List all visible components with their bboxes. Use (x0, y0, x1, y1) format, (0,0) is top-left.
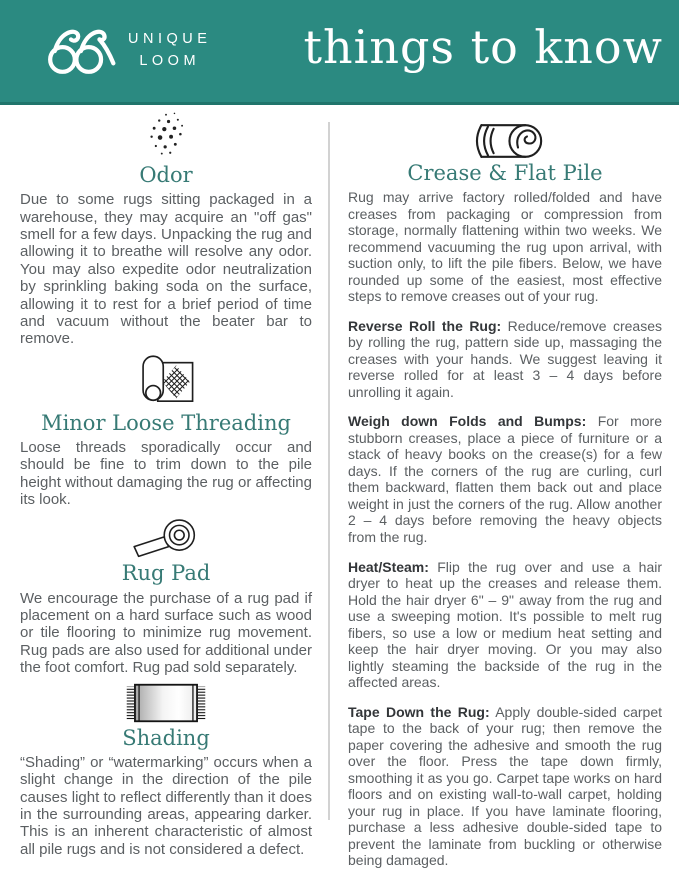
section-heading-shading: Shading (122, 725, 210, 750)
section-body-rug-pad: We encourage the purchase of a rug pad if placement on a hard surface such as wood or tile flooring to minimize rug movement. Rug pads are also used for additional under the foot comfort. Rug pad sold separately. (20, 589, 312, 677)
section-shading (20, 682, 312, 859)
rolled-rug-side-icon (348, 123, 662, 159)
left-column (20, 105, 312, 858)
flat-rug-fringe-icon (20, 682, 312, 724)
tip-label: Tape Down the Rug: (348, 703, 490, 720)
tip-tape-down (348, 704, 662, 869)
content-area (0, 105, 679, 869)
tip-text: For more stubborn creases, place a piece of furniture or a stack of heavy books on the crease(s) for a few days. If the corners of the rug are curling, curl them backward, flatten them back out and place weight in just the corners of the rug. Allow another 2 – 4 days before removing the heavy objects from the rug. (348, 413, 662, 545)
odor-dots-icon (20, 109, 312, 161)
tip-text: Reduce/remove creases by rolling the rug, pattern side up, massaging the creases with your hands. We suggest leaving it reverse rolled for at least 3 – 4 days before unrolling it again. (348, 317, 662, 400)
tip-label: Weigh down Folds and Bumps: (348, 413, 587, 430)
section-crease-flat-pile (348, 123, 662, 305)
section-heading-crease: Crease & Flat Pile (407, 161, 603, 185)
right-column (348, 105, 663, 869)
rug-pad-roll-icon (20, 513, 312, 559)
tip-reverse-roll (348, 318, 662, 401)
tip-heat-steam (348, 559, 662, 691)
section-odor (20, 109, 312, 348)
unique-loom-logo-icon (44, 23, 118, 79)
tip-text: Flip the rug over and use a hair dryer to heat up the creases and release them. Hold the hair dryer 6" – 9" away from the rug and use a sweeping motion. It's possible to melt rug fibers, so use a low or medium heat setting and keep the hair dryer moving. Or you may also lightly steaming the backside of the rug in the affected areas. (348, 558, 663, 691)
page-title: things to know (303, 20, 663, 74)
tip-label: Heat/Steam: (348, 558, 429, 575)
section-minor-loose-threading (20, 353, 312, 509)
tip-text: Apply double-sided carpet tape to the back of your rug; then remove the paper covering the adhesive and smooth the rug over the floor. Press the tape down firmly, smoothing it as you go. Carpet tape works on hard floors and on existing wall-to-wall carpet, holding your rug in place. If you have laminate flooring, purchase a less adhesive double-sided tape to prevent the laminate from buckling or otherwise being damaged. (348, 703, 662, 869)
brand-line1: UNIQUE (128, 31, 212, 48)
section-intro-crease: Rug may arrive factory rolled/folded and have creases from packaging or compression from storage, normally flattening within two weeks. We recommend vacuuming the rug upon arrival, with suction only, to lift the pile fibers. Below, we have rounded up some of the easiest, most effective steps to remove creases out of your rug. (348, 189, 662, 305)
header-banner (0, 0, 679, 105)
rolled-rug-crosshatch-icon (20, 353, 312, 409)
brand-name (128, 29, 211, 73)
column-divider (328, 122, 330, 820)
section-heading-rug-pad: Rug Pad (121, 561, 211, 586)
section-body-threading: Loose threads sporadically occur and should be fine to trim down to the pile height without damaging the rug or affecting its look. (20, 438, 312, 509)
section-body-odor: Due to some rugs sitting packaged in a warehouse, they may acquire an "off gas" smell for a few days. Unpacking the rug and allowing it to breathe will resolve any odor. You may also expedite odor neutralization by sprinkling baking soda on the surface, allowing it to rest for a brief period of time and vacuum without the beater bar to remove. (20, 191, 312, 348)
section-heading-odor: Odor (139, 163, 193, 187)
brand-line2: LOOM (139, 53, 201, 69)
section-body-shading: “Shading” or “watermarking” occurs when a slight change in the direction of the pile causes light to reflect differently than it does in the surrounding areas, appearing darker. This is an inherent characteristic of almost all pile rugs and is not considered a defect. (20, 753, 312, 858)
section-heading-threading: Minor Loose Threading (41, 410, 291, 435)
tip-weigh-down (348, 413, 662, 545)
tip-label: Reverse Roll the Rug: (348, 317, 502, 334)
section-rug-pad (20, 513, 312, 676)
